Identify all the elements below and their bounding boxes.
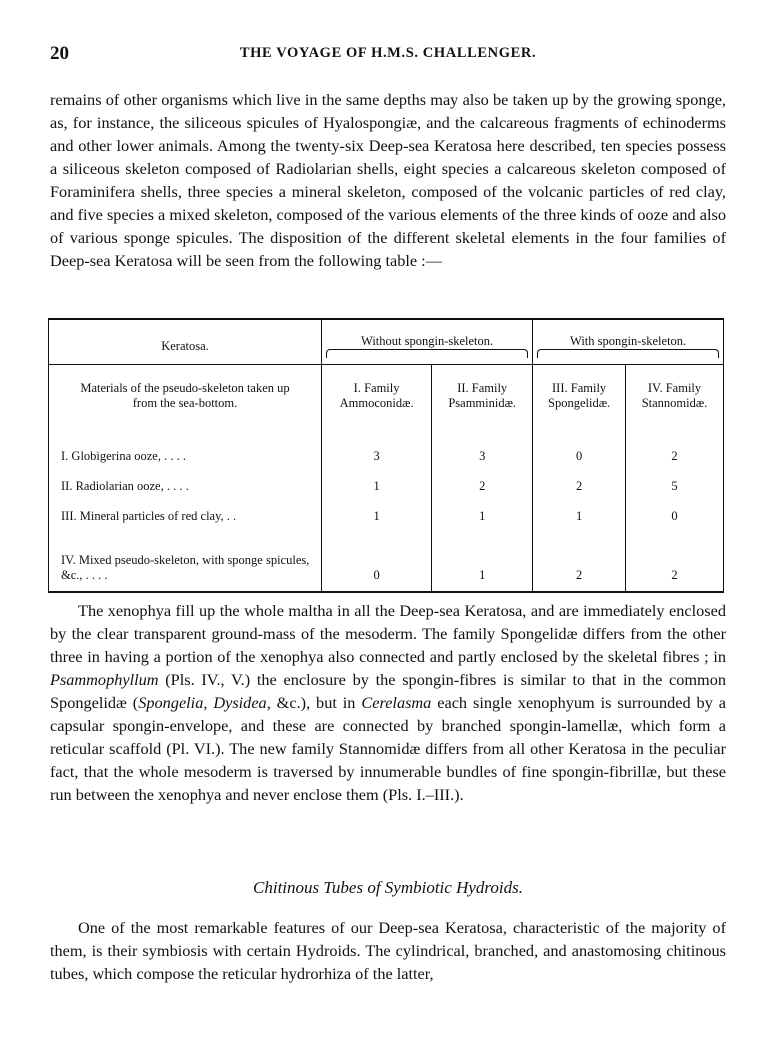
- table-cell: 0: [626, 501, 724, 531]
- table-cell: 1: [432, 501, 533, 531]
- group-header-without: Without spongin-skeleton.: [322, 319, 533, 365]
- table-row: [49, 501, 724, 531]
- page-number: 20: [50, 43, 69, 64]
- italic-taxon: Psammophyllum: [50, 670, 159, 689]
- section-heading: Chitinous Tubes of Symbiotic Hydroids.: [253, 878, 523, 897]
- table-cell: 2: [432, 471, 533, 501]
- paragraph-3: One of the most remarkable features of our Deep-sea Keratosa, characteristic of the majority of them, is their symbiosis with certain Hydroids. The cylindrical, branched, and anastomosing chitinous tubes, which compose the reticular hydrorhiza of the latter,: [50, 918, 726, 983]
- italic-taxon: Cerelasma: [361, 693, 432, 712]
- row-label: II. Radiolarian ooze, . . . .: [49, 471, 322, 501]
- running-title: THE VOYAGE OF H.M.S. CHALLENGER.: [239, 45, 537, 61]
- table-row: [49, 471, 724, 501]
- paragraph-2: The xenophya fill up the whole maltha in all the Deep-sea Keratosa, and are immediately enclosed by the clear transparent ground-mass of the mesoderm. The family Spongelidæ differs from the other three in having a portion of the xenophya also connected and partly enclosed by the skeletal fibres ; in Psammophyllum (Pls. IV., V.) the enclosure by the spongin-fibres is similar to that in the common Spongelidæ (Spongelia, Dysidea, &c.), but in Cerelasma each single xenophyum is surrounded by a capsular spongin-envelope, and these are connected by branched spongin-lamellæ, which form a reticular scaffold (Pl. VI.). The new family Stannomidæ differs from all other Keratosa in the peculiar fact, that the whole mesoderm is traversed by innumerable bundles of fine spongin-fibrillæ, but these run between the xenophya and never enclose them (Pls. I.–III.).: [50, 601, 726, 804]
- group-header-with: With spongin-skeleton.: [533, 319, 724, 365]
- table-cell: 1: [432, 531, 533, 592]
- table-cell: 0: [533, 427, 626, 471]
- paragraph-1: remains of other organisms which live in the same depths may also be taken up by the growing sponge, as, for instance, the siliceous spicules of Hyalospongiæ, and the calcareous fragments of echinoderms and other lower animals. Among the twenty-six Deep-sea Keratosa here described, ten species possess a siliceous skeleton composed of Radiolarian shells, eight species a calcareous skeleton composed of Foraminifera shells, three species a mineral skeleton, composed of the volcanic particles of red clay, and five species a mixed skeleton, composed of the various elements of the three kinds of ooze and also of various sponge spicules. The disposition of the different skeletal elements in the four families of Deep-sea Keratosa will be seen from the following table :—: [50, 90, 726, 270]
- table-cell: 2: [533, 531, 626, 592]
- table-cell: 3: [432, 427, 533, 471]
- table-cell: 2: [626, 427, 724, 471]
- family-header: IV. Family Stannomidæ.: [626, 365, 724, 428]
- table-cell: 2: [533, 471, 626, 501]
- table-cell: 0: [322, 531, 432, 592]
- materials-header: Materials of the pseudo-skeleton taken up from the sea-bottom.: [49, 365, 322, 428]
- table-cell: 1: [533, 501, 626, 531]
- row-label: IV. Mixed pseudo-skeleton, with sponge spicules, &c., . . . .: [49, 531, 322, 592]
- table-corner-header: Keratosa.: [49, 319, 322, 365]
- family-header: II. Family Psamminidæ.: [432, 365, 533, 428]
- keratosa-table: [48, 318, 724, 582]
- table-row: [49, 427, 724, 471]
- group-brace: [537, 349, 719, 358]
- page-header: [50, 43, 726, 67]
- table-cell: 5: [626, 471, 724, 501]
- table-cell: 3: [322, 427, 432, 471]
- row-label: I. Globigerina ooze, . . . .: [49, 427, 322, 471]
- family-header: III. Family Spongelidæ.: [533, 365, 626, 428]
- table-cell: 1: [322, 471, 432, 501]
- row-label: III. Mineral particles of red clay, . .: [49, 501, 322, 531]
- group-brace: [326, 349, 528, 358]
- table-cell: 1: [322, 501, 432, 531]
- italic-taxon: Spongelia, Dysidea,: [138, 693, 271, 712]
- table-cell: 2: [626, 531, 724, 592]
- table-row: [49, 531, 724, 592]
- family-header: I. Family Ammoconidæ.: [322, 365, 432, 428]
